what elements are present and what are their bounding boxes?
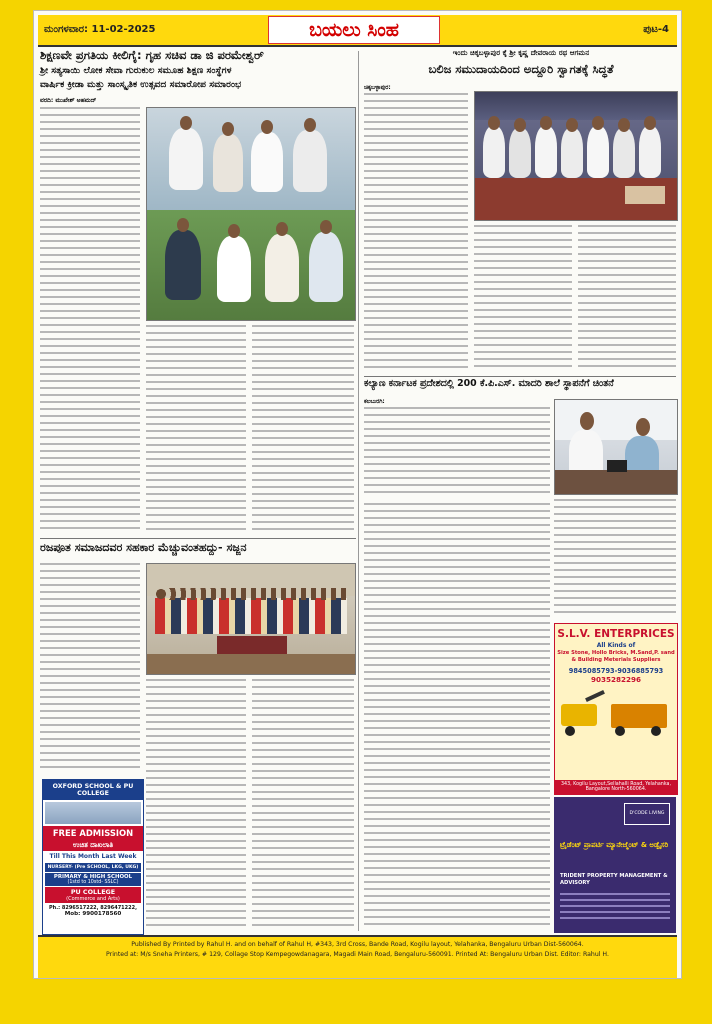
newspaper-page xyxy=(33,10,682,979)
school-ad-pu-sub: (Commerce and Arts) xyxy=(45,896,141,903)
article1-subheadline-2: ವಾರ್ಷಿಕ ಕ್ರೀಡಾ ಮತ್ತು ಸಾಂಸ್ಕೃತಿಕ ಉತ್ಸವದ ಸಮಾರೋಪ ಸಮಾರಂಭ xyxy=(40,79,242,90)
article3-text-col2 xyxy=(554,499,676,619)
imprint-line-2: Printed at: M/s Sneha Printers, # 129, Collage Stop Kempegowdanagara, Magadi Main Road, Bengaluru-560091. Printed At: Bengaluru Urban Dist. Editor: Rahul H. xyxy=(106,951,609,958)
school-ad-mobile: Mob: 9900178560 xyxy=(64,911,122,917)
article3-dateline: ಕಲಬುರಗಿ: xyxy=(364,399,385,405)
article1-headline: ಶಿಕ್ಷಣವೇ ಪ್ರಗತಿಯ ಕೀಲಿಗೈ: ಗೃಹ ಸಚಿವ ಡಾ ಜಿ ಪರಮೇಶ್ವರ್ xyxy=(40,48,264,62)
column-divider xyxy=(358,51,359,931)
article2-headline: ಬಲಿಜ ಸಮುದಾಯದಿಂದ ಅದ್ದೂರಿ ಸ್ವಾಗತಕ್ಕೆ ಸಿದ್ಧತೆ xyxy=(428,62,614,76)
masthead xyxy=(38,15,677,47)
imprint-line-1: Published By Printed by Rahul H. and on behalf of Rahul H, #343, 3rd Cross, Bande Road, Kogilu layout, Yelahanka, Bengaluru Urban Dist-560064. xyxy=(131,941,584,948)
slv-ad-address: 343, Kogilu Layout,Sellahalli Road, Yelahanka, Bangalore North-560064. xyxy=(555,780,677,794)
article2-text-col3 xyxy=(578,225,676,373)
article1-text-col1 xyxy=(40,107,140,532)
article3-text-top xyxy=(364,407,550,499)
slv-ad-phone2: 9035282296 xyxy=(590,675,641,684)
article2-text-col2 xyxy=(474,225,572,373)
trident-ad-logo: D'CODE LIVING xyxy=(624,803,670,825)
article2-kicker: ಇಂದು ಚಿಕ್ಕಬಳ್ಳಾಪುರ ಕ್ಕೆ ಶ್ರೀ ಕೃಷ್ಣ ದೇವರಾಯ ರಥ ಆಗಮನ xyxy=(452,48,590,57)
imprint-footer xyxy=(38,935,677,979)
article1-subheadline: ಶ್ರೀ ಸತ್ಯಸಾಯಿ ಲೋಕ ಸೇವಾ ಗುರುಕುಲ ಸಮೂಹ ಶಿಕ್ಷಣ ಸಂಸ್ಥೆಗಳ xyxy=(40,65,232,76)
slv-advertisement xyxy=(554,623,678,795)
article4-photo xyxy=(146,563,356,675)
article3-photo xyxy=(554,399,678,495)
slv-ad-line3: & Building Meterials Suppliers xyxy=(571,657,661,663)
school-ad-name: OXFORD SCHOOL & PU COLLEGE xyxy=(43,780,143,800)
school-ad-nursery: NURSERY- (Pre SCHOOL, LKG, UKG) xyxy=(45,863,141,872)
article1-byline: ವರದಿ: ಮುಖೇಶ್ ಅಹಮದ್ xyxy=(40,97,97,104)
article1-photo xyxy=(146,107,356,321)
page-number: ಪುಟ-4 xyxy=(643,24,669,35)
article2-dateline: ಚಿಕ್ಕಬಳ್ಳಾಪುರ: xyxy=(364,85,391,91)
school-ad-free-kn: ಉಚಿತ ದಾಖಲಾತಿ xyxy=(43,840,143,851)
article3-text-col1 xyxy=(364,503,550,933)
school-ad-phone: Ph.: 8296517222, 8296471222, xyxy=(49,905,137,911)
section-rule xyxy=(40,538,356,539)
trident-ad-name-en: TRIDENT PROPERTY MANAGEMENT & ADVISORY xyxy=(560,873,668,886)
issue-date: ಮಂಗಳವಾರ: 11-02-2025 xyxy=(44,24,156,35)
article1-text-col3 xyxy=(252,325,354,532)
slv-ad-phone1: 9845085793-9036885793 xyxy=(568,667,664,675)
trident-ad-name: ಟ್ರೈಡೆಂಟ್ ಪ್ರಾಪರ್ಟಿ ಮ್ಯಾನೇಜ್ಮೆಂಟ್ & ಅಡ್ವೈಸರಿ xyxy=(560,841,669,849)
school-ad-free-admission: FREE ADMISSION xyxy=(43,826,143,840)
slv-ad-truck-illustration xyxy=(555,690,677,742)
article4-text-col3 xyxy=(252,679,354,933)
newspaper-title: ಬಯಲು ಸಿಂಹ xyxy=(268,16,440,44)
article4-headline: ರಜಪೂತ ಸಮಾಜದವರ ಸಹಕಾರ ಮೆಚ್ಚುವಂತಹದ್ದು- ಸಜ್ಜನ xyxy=(40,541,247,554)
section-rule xyxy=(364,376,676,377)
school-advertisement xyxy=(42,779,144,935)
article3-headline: ಕಲ್ಯಾಣ ಕರ್ನಾಟಕ ಪ್ರದೇಶದಲ್ಲಿ 200 ಕೆ.ಪಿ.ಎಸ್. ಮಾದರಿ ಶಾಲೆ ಸ್ಥಾಪನೆಗೆ ಚಿಂತನೆ xyxy=(364,378,614,389)
trident-advertisement xyxy=(554,797,676,933)
slv-ad-line2: Size Stone, Hollo Bricks, M.Sand,P. sand xyxy=(557,650,675,656)
slv-ad-name: S.L.V. ENTERPRICES xyxy=(557,628,675,640)
article4-text-col1 xyxy=(40,563,140,773)
article2-photo xyxy=(474,91,678,221)
school-ad-primary-sub: (1std to 10std- SSLC) xyxy=(45,880,141,886)
trident-ad-details xyxy=(560,893,670,923)
school-ad-primary: PRIMARY & HIGH SCHOOL xyxy=(45,873,141,880)
article4-text-col2 xyxy=(146,679,246,933)
slv-ad-line1: All Kinds of xyxy=(596,642,636,649)
school-ad-till: Till This Month Last Week xyxy=(49,853,137,860)
article1-text-col2 xyxy=(146,325,246,532)
school-ad-pu: PU COLLEGE xyxy=(45,887,141,896)
article2-text-col1 xyxy=(364,93,468,373)
